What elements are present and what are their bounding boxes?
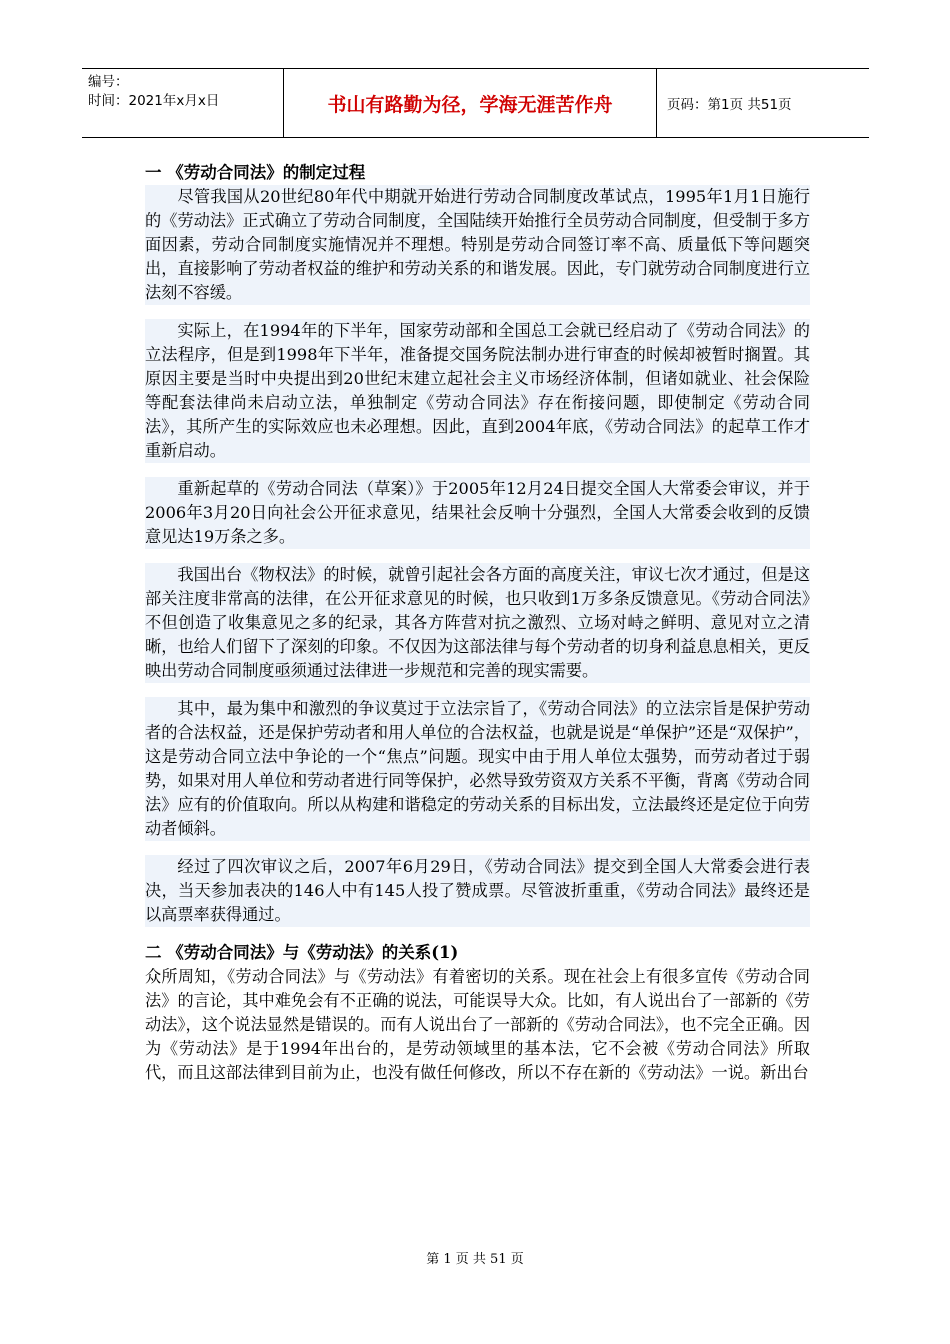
paragraph: 尽管我国从20世纪80年代中期就开始进行劳动合同制度改革试点，1995年1月1日施行的《劳动法》正式确立了劳动合同制度，全国陆续开始推行全员劳动合同制度，但受制于多方面因素，劳动合同制度实施情况并不理想。特别是劳动合同签订率不高、质量低下等问题突出，直接影响了劳动者权益的维护和劳动关系的和谐发展。因此，专门就劳动合同制度进行立法刻不容缓。	[145, 185, 810, 305]
document-number-label: 编号：	[88, 74, 129, 90]
page-footer: 第 1 页 共 51 页	[426, 1252, 524, 1267]
section-heading: 二 《劳动合同法》与《劳动法》的关系(1)	[145, 943, 459, 962]
paragraph: 经过了四次审议之后，2007年6月29日，《劳动合同法》提交到全国人大常委会进行表决，当天参加表决的146人中有145人投了赞成票。尽管波折重重，《劳动合同法》最终还是以高票率获得通过。	[145, 855, 810, 927]
paragraph: 重新起草的《劳动合同法（草案）》于2005年12月24日提交全国人大常委会审议，并于2006年3月20日向社会公开征求意见，结果社会反响十分强烈，全国人大常委会收到的反馈意见达19万条之多。	[145, 477, 810, 549]
header-page-label: 页码：第1页 共51页	[667, 97, 792, 113]
page-header	[82, 68, 869, 138]
header-meta	[82, 69, 284, 137]
paragraph: 其中，最为集中和激烈的争议莫过于立法宗旨了，《劳动合同法》的立法宗旨是保护劳动者的合法权益，还是保护劳动者和用人单位的合法权益，也就是说是“单保护”还是“双保护”，这是劳动合同立法中争论的一个“焦点”问题。现实中由于用人单位太强势，而劳动者过于弱势，如果对用人单位和劳动者进行同等保护，必然导致劳资双方关系不平衡，背离《劳动合同法》应有的价值取向。所以从构建和谐稳定的劳动关系的目标出发，立法最终还是定位于向劳动者倾斜。	[145, 697, 810, 841]
header-motto: 书山有路勤为径，学海无涯苦作舟	[284, 69, 657, 137]
document-date-label: 时间：2021年x月x日	[88, 93, 220, 109]
paragraph: 我国出台《物权法》的时候，就曾引起社会各方面的高度关注，审议七次才通过，但是这部关注度非常高的法律，在公开征求意见的时候，也只收到1万多条反馈意见。《劳动合同法》不但创造了收集意见之多的纪录，其各方阵营对抗之激烈、立场对峙之鲜明、意见对立之清晰，也给人们留下了深刻的印象。不仅因为这部法律与每个劳动者的切身利益息息相关，更反映出劳动合同制度亟须通过法律进一步规范和完善的现实需要。	[145, 563, 810, 683]
paragraph: 众所周知，《劳动合同法》与《劳动法》有着密切的关系。现在社会上有很多宣传《劳动合同法》的言论，其中难免会有不正确的说法，可能误导大众。比如，有人说出台了一部新的《劳动法》，这个说法显然是错误的。而有人说出台了一部新的《劳动合同法》，也不完全正确。因为《劳动法》是于1994年出台的，是劳动领域里的基本法，它不会被《劳动合同法》所取代，而且这部法律到目前为止，也没有做任何修改，所以不存在新的《劳动法》一说。新出台	[145, 967, 810, 1082]
document-body	[145, 161, 810, 1085]
section-heading: 一 《劳动合同法》的制定过程	[145, 163, 366, 182]
paragraph: 实际上，在1994年的下半年，国家劳动部和全国总工会就已经启动了《劳动合同法》的立法程序，但是到1998年下半年，准备提交国务院法制办进行审查的时候却被暂时搁置。其原因主要是当时中央提出到20世纪末建立起社会主义市场经济体制，但诸如就业、社会保险等配套法律尚未启动立法，单独制定《劳动合同法》存在衔接问题，即使制定《劳动合同法》，其所产生的实际效应也未必理想。因此，直到2004年底，《劳动合同法》的起草工作才重新启动。	[145, 319, 810, 463]
